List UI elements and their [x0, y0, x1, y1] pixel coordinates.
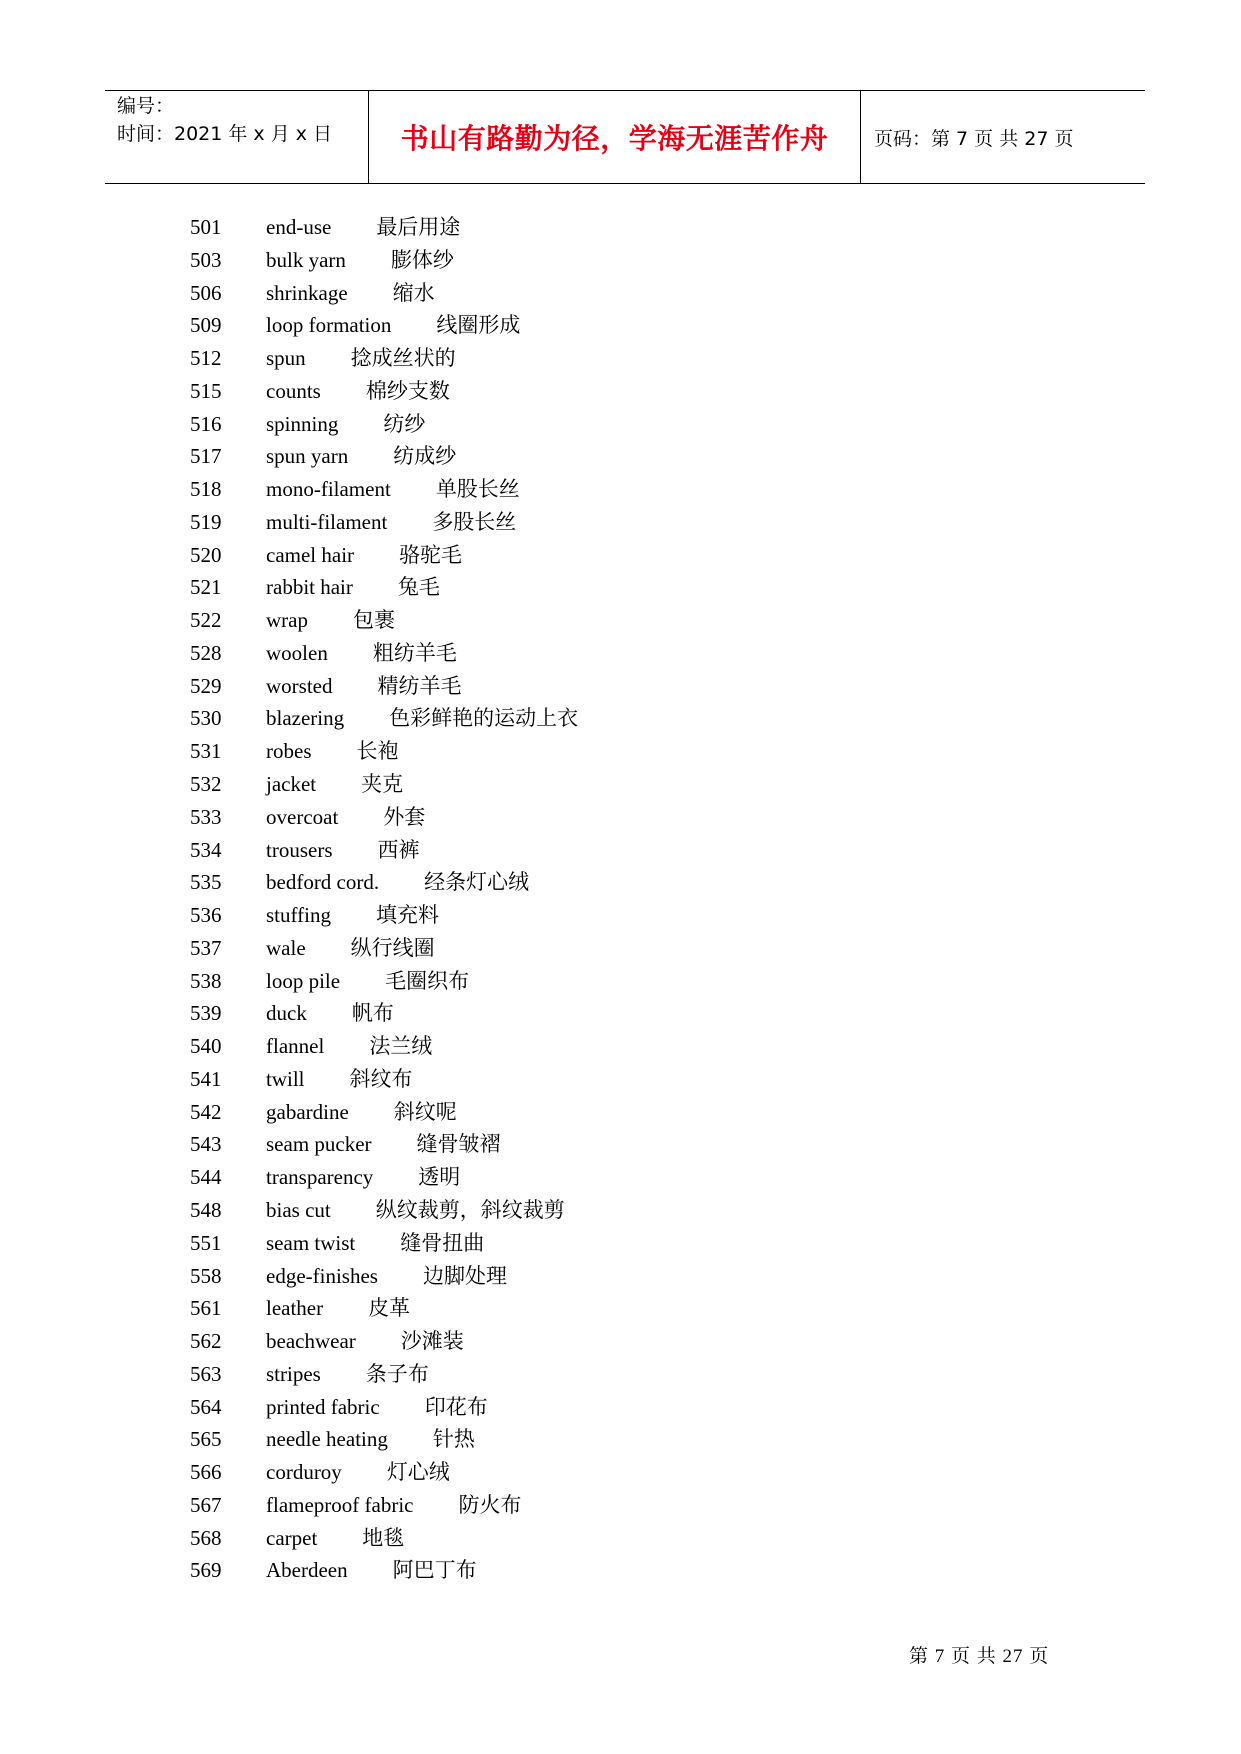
term-chinese: 防火布 — [458, 1492, 522, 1517]
header-motto: 书山有路勤为径，学海无涯苦作舟 — [369, 91, 861, 183]
term-english: loop pile — [266, 968, 341, 993]
page-footer: 第 7 页 共 27 页 — [909, 1646, 1050, 1667]
list-item — [190, 1227, 890, 1260]
list-item — [190, 375, 890, 408]
term-chinese: 边脚处理 — [422, 1263, 507, 1288]
term-chinese: 针热 — [432, 1427, 475, 1452]
term-english: loop formation — [266, 313, 392, 338]
list-item — [190, 670, 890, 703]
term-number: 532 — [190, 772, 222, 797]
term-number: 565 — [190, 1427, 222, 1452]
term-english: rabbit hair — [266, 575, 353, 600]
list-item — [190, 506, 890, 539]
list-item — [190, 571, 890, 604]
term-chinese: 地毯 — [362, 1525, 405, 1550]
list-item — [190, 309, 890, 342]
term-english: worsted — [266, 673, 333, 698]
term-number: 503 — [190, 247, 222, 272]
list-item — [190, 997, 890, 1030]
list-item — [190, 1358, 890, 1391]
list-item — [190, 211, 890, 244]
term-chinese: 棉纱支数 — [365, 378, 450, 403]
term-english: stuffing — [266, 903, 331, 928]
term-english: blazering — [266, 706, 345, 731]
term-number: 568 — [190, 1525, 222, 1550]
term-chinese: 皮革 — [368, 1296, 411, 1321]
term-chinese: 沙滩装 — [400, 1329, 464, 1354]
list-item — [190, 1423, 890, 1456]
term-number: 516 — [190, 411, 222, 436]
list-item — [190, 539, 890, 572]
term-chinese: 印花布 — [424, 1394, 488, 1419]
term-number: 566 — [190, 1460, 222, 1485]
term-chinese: 夹克 — [361, 772, 404, 797]
term-english: woolen — [266, 640, 328, 665]
term-number: 519 — [190, 509, 222, 534]
list-item — [190, 1522, 890, 1555]
term-chinese: 缩水 — [392, 280, 435, 305]
term-chinese: 包裹 — [352, 608, 395, 633]
term-chinese: 西裤 — [377, 837, 420, 862]
term-english: gabardine — [266, 1099, 349, 1124]
term-chinese: 精纺羊毛 — [377, 673, 462, 698]
term-english: twill — [266, 1066, 305, 1091]
term-chinese: 膨体纱 — [390, 247, 454, 272]
term-chinese: 线圈形成 — [436, 313, 521, 338]
list-item — [190, 965, 890, 998]
list-item — [190, 1391, 890, 1424]
list-item — [190, 899, 890, 932]
term-english: jacket — [266, 772, 317, 797]
term-chinese: 阿巴丁布 — [392, 1558, 477, 1583]
term-chinese: 纵纹裁剪，斜纹裁剪 — [375, 1197, 565, 1222]
term-number: 509 — [190, 313, 222, 338]
term-number: 538 — [190, 968, 222, 993]
serial-label: 编号： — [117, 95, 175, 117]
term-number: 558 — [190, 1263, 222, 1288]
page-header — [105, 90, 1145, 184]
list-item — [190, 866, 890, 899]
term-number: 564 — [190, 1394, 222, 1419]
term-chinese: 条子布 — [365, 1361, 429, 1386]
term-chinese: 单股长丝 — [435, 477, 520, 502]
term-english: camel hair — [266, 542, 355, 567]
term-english: needle heating — [266, 1427, 388, 1452]
list-item — [190, 408, 890, 441]
list-item — [190, 1128, 890, 1161]
term-number: 539 — [190, 1001, 222, 1026]
term-number: 529 — [190, 673, 222, 698]
term-number: 543 — [190, 1132, 222, 1157]
term-number: 540 — [190, 1034, 222, 1059]
term-chinese: 最后用途 — [376, 215, 461, 239]
term-chinese: 捻成丝状的 — [350, 346, 456, 371]
list-item — [190, 932, 890, 965]
term-english: flannel — [266, 1034, 325, 1059]
term-number: 567 — [190, 1492, 222, 1517]
term-english: spun — [266, 346, 306, 371]
term-number: 528 — [190, 640, 222, 665]
term-english: transparency — [266, 1165, 374, 1190]
list-item — [190, 473, 890, 506]
list-item — [190, 801, 890, 834]
term-number: 534 — [190, 837, 222, 862]
term-number: 518 — [190, 477, 222, 502]
term-number: 548 — [190, 1197, 222, 1222]
term-english: multi-filament — [266, 509, 388, 534]
term-number: 530 — [190, 706, 222, 731]
term-english: flameproof fabric — [266, 1492, 414, 1517]
term-number: 541 — [190, 1066, 222, 1091]
term-chinese: 经条灯心绒 — [424, 870, 530, 895]
term-chinese: 缝骨扭曲 — [400, 1230, 485, 1255]
term-chinese: 色彩鲜艳的运动上衣 — [389, 706, 579, 731]
term-number: 531 — [190, 739, 222, 764]
list-item — [190, 1030, 890, 1063]
list-item — [190, 1260, 890, 1293]
term-english: duck — [266, 1001, 307, 1026]
term-english: spun yarn — [266, 444, 349, 469]
term-chinese: 长袍 — [356, 739, 399, 764]
list-item — [190, 277, 890, 310]
term-english: corduroy — [266, 1460, 342, 1485]
term-chinese: 兔毛 — [397, 575, 440, 600]
list-item — [190, 1489, 890, 1522]
term-chinese: 法兰绒 — [369, 1034, 433, 1059]
term-chinese: 纵行线圈 — [350, 935, 435, 960]
list-item — [190, 735, 890, 768]
term-number: 561 — [190, 1296, 222, 1321]
list-item — [190, 702, 890, 735]
term-chinese: 透明 — [418, 1165, 461, 1190]
term-english: stripes — [266, 1361, 321, 1386]
list-item — [190, 604, 890, 637]
list-item — [190, 1554, 890, 1587]
term-english: end-use — [266, 215, 332, 239]
term-chinese: 填充料 — [375, 903, 439, 928]
list-item — [190, 244, 890, 277]
list-item — [190, 342, 890, 375]
glossary-list — [190, 211, 890, 1587]
term-number: 569 — [190, 1558, 222, 1583]
term-chinese: 外套 — [383, 804, 426, 829]
term-number: 512 — [190, 346, 222, 371]
term-chinese: 多股长丝 — [432, 509, 517, 534]
list-item — [190, 834, 890, 867]
term-english: robes — [266, 739, 312, 764]
term-number: 533 — [190, 804, 222, 829]
list-item — [190, 768, 890, 801]
term-english: leather — [266, 1296, 324, 1321]
term-english: bias cut — [266, 1197, 331, 1222]
term-number: 536 — [190, 903, 222, 928]
term-english: wrap — [266, 608, 308, 633]
term-chinese: 纺纱 — [383, 411, 426, 436]
term-english: carpet — [266, 1525, 318, 1550]
list-item — [190, 637, 890, 670]
term-english: beachwear — [266, 1329, 356, 1354]
term-number: 515 — [190, 378, 222, 403]
term-number: 535 — [190, 870, 222, 895]
term-number: 551 — [190, 1230, 222, 1255]
term-chinese: 缝骨皱褶 — [416, 1132, 501, 1157]
term-number: 501 — [190, 215, 222, 239]
time-label: 时间：2021 年 x 月 x 日 — [117, 123, 333, 145]
term-english: seam pucker — [266, 1132, 372, 1157]
term-number: 521 — [190, 575, 222, 600]
term-chinese: 斜纹呢 — [393, 1099, 457, 1124]
term-chinese: 粗纺羊毛 — [372, 640, 457, 665]
term-number: 544 — [190, 1165, 222, 1190]
list-item — [190, 1194, 890, 1227]
term-number: 562 — [190, 1329, 222, 1354]
list-item — [190, 1325, 890, 1358]
term-chinese: 纺成纱 — [393, 444, 457, 469]
term-english: Aberdeen — [266, 1558, 348, 1583]
term-chinese: 灯心绒 — [386, 1460, 450, 1485]
term-number: 506 — [190, 280, 222, 305]
term-number: 537 — [190, 935, 222, 960]
term-english: counts — [266, 378, 321, 403]
list-item — [190, 440, 890, 473]
term-chinese: 毛圈织布 — [385, 968, 470, 993]
term-english: printed fabric — [266, 1394, 380, 1419]
term-english: edge-finishes — [266, 1263, 378, 1288]
term-number: 520 — [190, 542, 222, 567]
term-number: 563 — [190, 1361, 222, 1386]
term-chinese: 骆驼毛 — [399, 542, 463, 567]
list-item — [190, 1063, 890, 1096]
term-english: mono-filament — [266, 477, 391, 502]
list-item — [190, 1292, 890, 1325]
list-item — [190, 1161, 890, 1194]
term-english: overcoat — [266, 804, 339, 829]
term-number: 542 — [190, 1099, 222, 1124]
term-chinese: 帆布 — [351, 1001, 394, 1026]
term-english: bedford cord. — [266, 870, 380, 895]
term-english: seam twist — [266, 1230, 356, 1255]
term-english: wale — [266, 935, 306, 960]
term-english: trousers — [266, 837, 333, 862]
term-english: shrinkage — [266, 280, 348, 305]
term-english: spinning — [266, 411, 339, 436]
list-item — [190, 1456, 890, 1489]
term-number: 522 — [190, 608, 222, 633]
list-item — [190, 1096, 890, 1129]
term-chinese: 斜纹布 — [349, 1066, 413, 1091]
header-page-info: 页码：第 7 页 共 27 页 — [874, 127, 1074, 150]
term-english: bulk yarn — [266, 247, 346, 272]
header-meta — [105, 91, 369, 183]
term-number: 517 — [190, 444, 222, 469]
